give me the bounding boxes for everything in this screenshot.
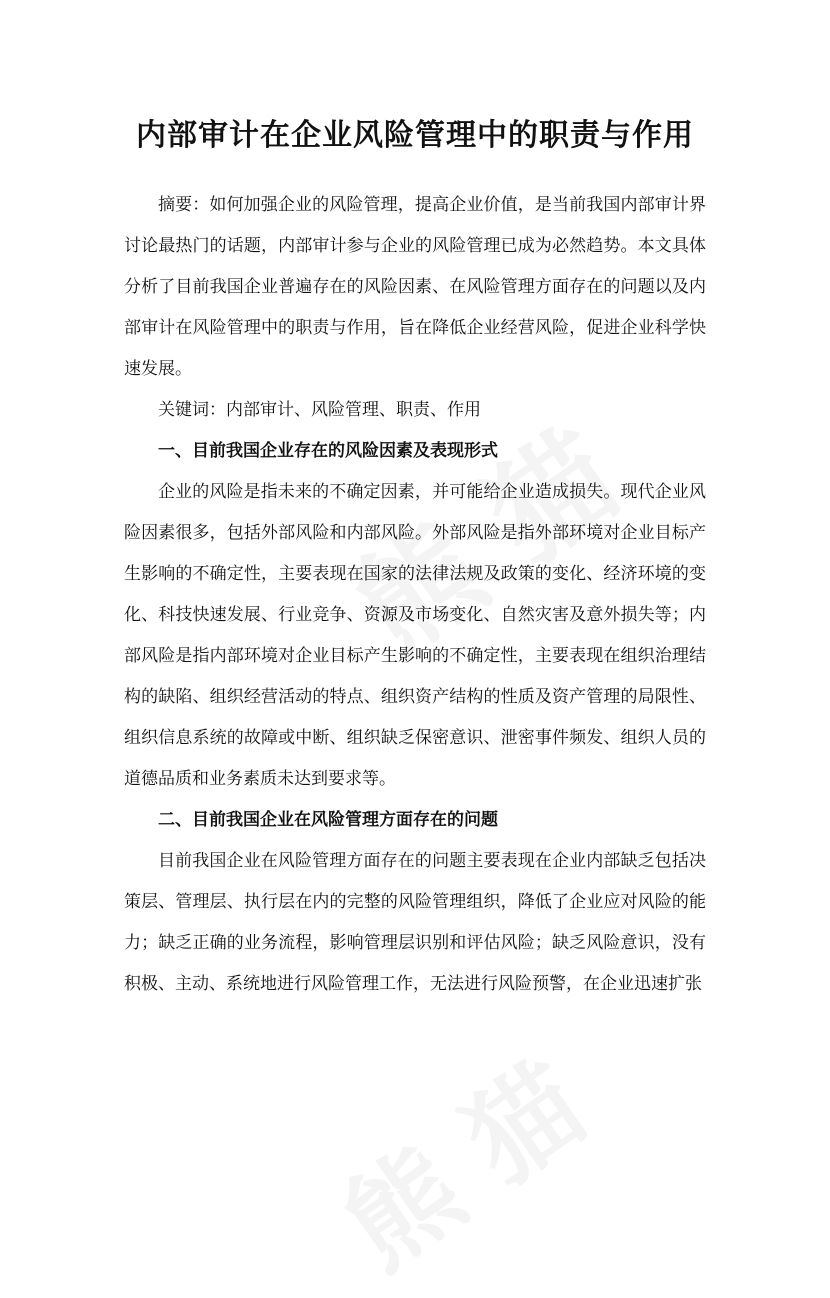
document-title: 内部审计在企业风险管理中的职责与作用 [136,118,694,153]
abstract-paragraph: 摘要：如何加强企业的风险管理，提高企业价值，是当前我国内部审计界讨论最热门的话题，内部审计参与企业的风险管理已成为必然趋势。本文具体分析了目前我国企业普遍存在的风险因素、在风险管理方面存在的问题以及内部审计在风险管理中的职责与作用，旨在降低企业经营风险，促进企业科学快速发展。 [124,195,706,379]
keywords-paragraph: 关键词：内部审计、风险管理、职责、作用 [158,400,481,420]
document-body [124,185,706,1005]
section-2-paragraph: 目前我国企业在风险管理方面存在的问题主要表现在企业内部缺乏包括决策层、管理层、执行层在内的完整的风险管理组织，降低了企业应对风险的能力；缺乏正确的业务流程，影响管理层识别和评估风险；缺乏风险意识，没有积极、主动、系统地进行风险管理工作，无法进行风险预警，在企业迅速扩张 [124,851,706,994]
section-heading-2: 二、目前我国企业在风险管理方面存在的问题 [158,810,498,830]
section-heading-1: 一、目前我国企业存在的风险因素及表现形式 [158,441,498,461]
section-1-paragraph: 企业的风险是指未来的不确定因素，并可能给企业造成损失。现代企业风险因素很多，包括外部风险和内部风险。外部风险是指外部环境对企业目标产生影响的不确定性，主要表现在国家的法律法规及政策的变化、经济环境的变化、科技快速发展、行业竞争、资源及市场变化、自然灾害及意外损失等；内部风险是指内部环境对企业目标产生影响的不确定性，主要表现在组织治理结构的缺陷、组织经营活动的特点、组织资产结构的性质及资产管理的局限性、组织信息系统的故障或中断、组织缺乏保密意识、泄密事件频发、组织人员的道德品质和业务素质未达到要求等。 [124,482,706,789]
watermark [308,1020,610,1298]
